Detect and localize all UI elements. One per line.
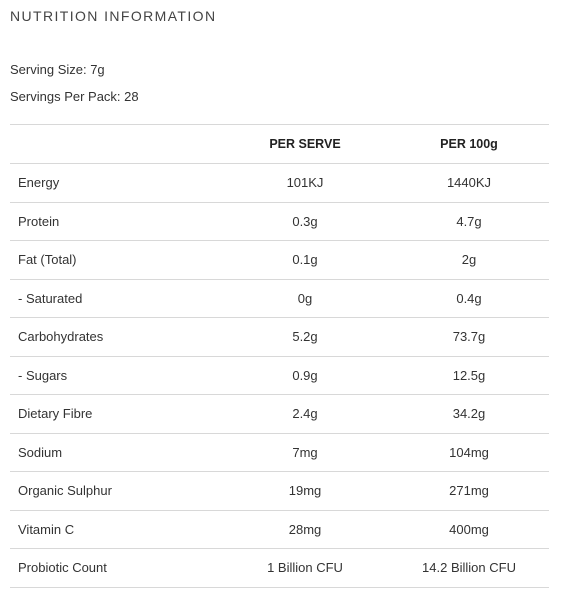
per-serve-value: 0.1g [221,241,389,280]
nutrient-name: Energy [10,164,221,203]
servings-per-pack: Servings Per Pack: 28 [10,89,139,104]
table-row [10,472,549,511]
per-serve-value: 0.9g [221,356,389,395]
table-row [10,279,549,318]
per-100g-value: 0.4g [389,279,549,318]
table-row [10,241,549,280]
nutrient-name: - Sugars [10,356,221,395]
table-row [10,395,549,434]
nutrient-name: - Saturated [10,279,221,318]
page-title: NUTRITION INFORMATION [10,8,217,24]
nutrient-name: Fat (Total) [10,241,221,280]
per-serve-value: 19mg [221,472,389,511]
per-100g-value: 4.7g [389,202,549,241]
header-per-serve: PER SERVE [221,125,389,164]
header-per-100g: PER 100g [389,125,549,164]
nutrient-name: Protein [10,202,221,241]
per-100g-value: 12.5g [389,356,549,395]
nutrient-name: Vitamin C [10,510,221,549]
table-row [10,433,549,472]
nutrient-name: Carbohydrates [10,318,221,357]
per-serve-value: 1 Billion CFU [221,549,389,588]
per-serve-value: 5.2g [221,318,389,357]
per-serve-value: 7mg [221,433,389,472]
per-100g-value: 14.2 Billion CFU [389,549,549,588]
table-row [10,318,549,357]
per-serve-value: 101KJ [221,164,389,203]
per-serve-value: 0g [221,279,389,318]
table-row [10,356,549,395]
table-header-row [10,125,549,164]
nutrient-name: Sodium [10,433,221,472]
per-100g-value: 400mg [389,510,549,549]
per-100g-value: 34.2g [389,395,549,434]
table-row [10,202,549,241]
header-nutrient [10,125,221,164]
table-row [10,549,549,588]
per-100g-value: 104mg [389,433,549,472]
per-serve-value: 0.3g [221,202,389,241]
per-serve-value: 28mg [221,510,389,549]
per-100g-value: 73.7g [389,318,549,357]
serving-size: Serving Size: 7g [10,62,105,77]
nutrient-name: Organic Sulphur [10,472,221,511]
nutrient-name: Dietary Fibre [10,395,221,434]
nutrition-table [10,124,549,588]
per-100g-value: 2g [389,241,549,280]
nutrient-name: Probiotic Count [10,549,221,588]
table-row [10,510,549,549]
per-100g-value: 271mg [389,472,549,511]
table-row [10,164,549,203]
per-serve-value: 2.4g [221,395,389,434]
per-100g-value: 1440KJ [389,164,549,203]
